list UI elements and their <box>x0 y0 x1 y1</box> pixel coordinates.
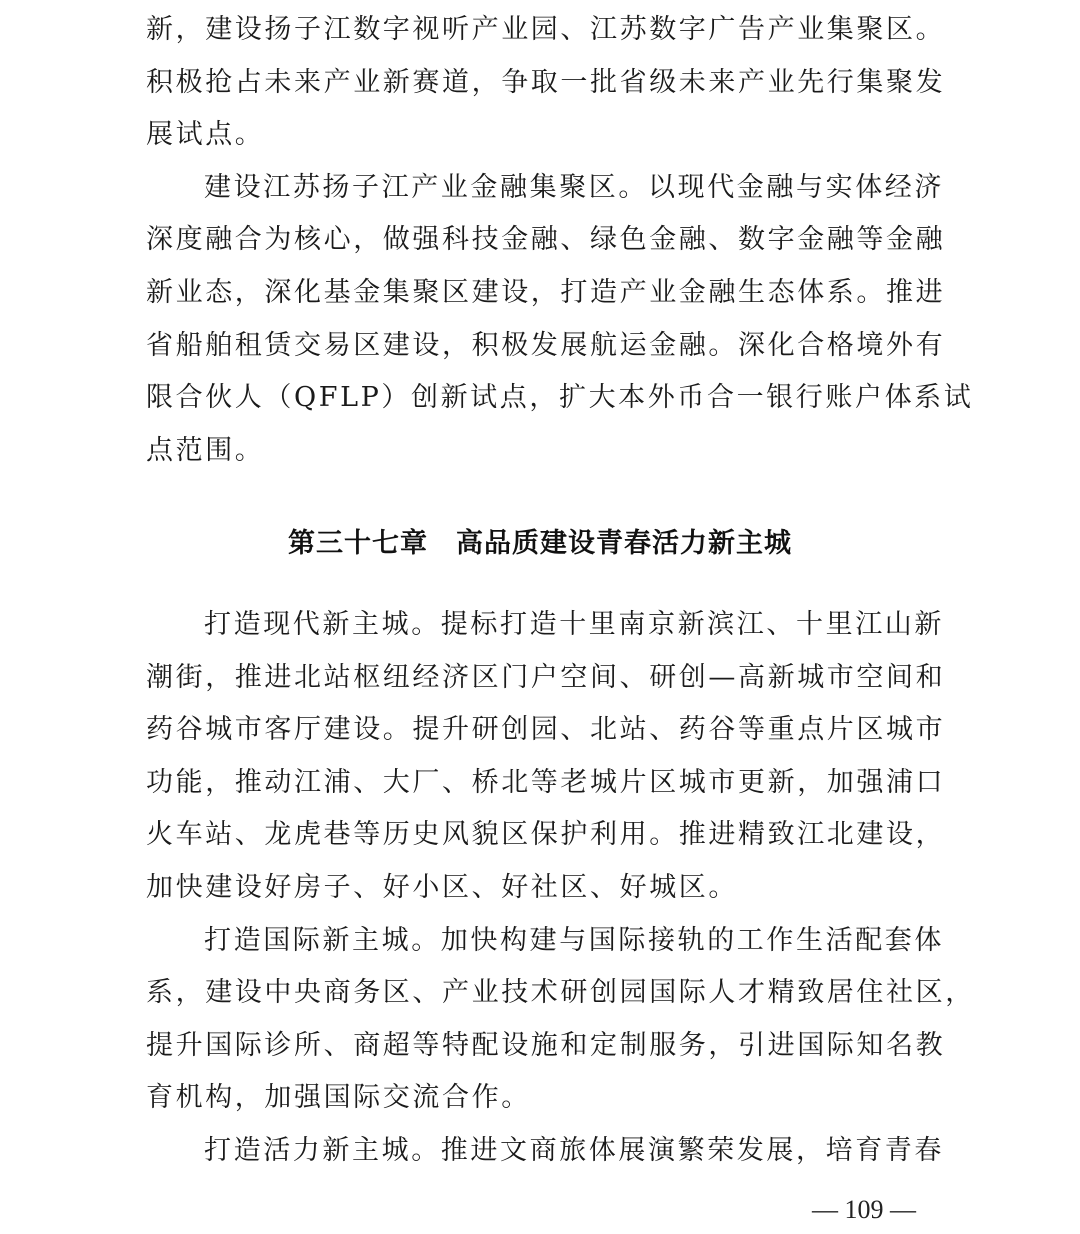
text-line: 打造现代新主城。提标打造十里南京新滨江、十里江山新 <box>204 609 944 640</box>
text-line: 育机构，加强国际交流合作。 <box>146 1082 531 1114</box>
text-line: 火车站、龙虎巷等历史风貌区保护利用。推进精致江北建设， <box>146 819 946 851</box>
text-line: 新业态，深化基金集聚区建设，打造产业金融生态体系。推进 <box>146 276 946 308</box>
text-line: 展试点。 <box>146 119 265 151</box>
text-line: 提升国际诊所、商超等特配设施和定制服务，引进国际知名教 <box>146 1029 946 1061</box>
chapter-title: 第三十七章 高品质建设青春活力新主城 <box>288 528 792 559</box>
text-line: 点范围。 <box>146 434 265 466</box>
text-line: 省船舶租赁交易区建设，积极发展航运金融。深化合格境外有 <box>146 329 946 361</box>
text-line: 药谷城市客厅建设。提升研创园、北站、药谷等重点片区城市 <box>146 714 946 746</box>
text-line: 新，建设扬子江数字视听产业园、江苏数字广告产业集聚区。 <box>146 14 946 45</box>
page-number: — 109 — <box>812 1195 916 1224</box>
text-line: 系，建设中央商务区、产业技术研创园国际人才精致居住社区， <box>146 977 975 1009</box>
text-line: 潮街，推进北站枢纽经济区门户空间、研创—高新城市空间和 <box>146 661 946 693</box>
text-line: 建设江苏扬子江产业金融集聚区。以现代金融与实体经济 <box>204 171 944 203</box>
text-line: 打造国际新主城。加快构建与国际接轨的工作生活配套体 <box>204 924 944 956</box>
text-line: 功能，推动江浦、大厂、桥北等老城片区城市更新，加强浦口 <box>146 766 946 798</box>
body-text-top <box>146 4 974 477</box>
text-line: 限合伙人（QFLP）创新试点，扩大本外币合一银行账户体系试 <box>146 382 974 414</box>
text-line: 深度融合为核心，做强科技金融、绿色金融、数字金融等金融 <box>146 224 946 256</box>
text-line: 打造活力新主城。推进文商旅体展演繁荣发展，培育青春 <box>204 1134 944 1166</box>
text-line: 积极抢占未来产业新赛道，争取一批省级未来产业先行集聚发 <box>146 66 946 98</box>
text-line: 加快建设好房子、好小区、好社区、好城区。 <box>146 871 738 903</box>
body-text-chapter <box>146 599 975 1178</box>
